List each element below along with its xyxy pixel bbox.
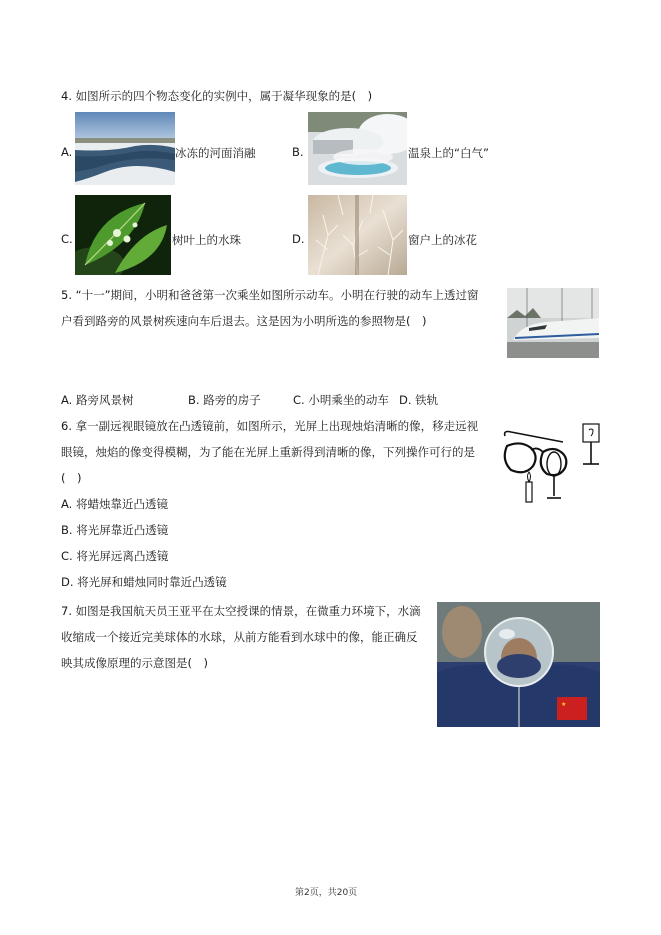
q7-stem-line2: 收缩成一个接近完美球体的水球，从前方能看到水球中的像，能正确反	[61, 630, 418, 644]
q7-stem-line1: 7. 如图是我国航天员王亚平在太空授课的情景，在微重力环境下，水滴	[61, 604, 421, 618]
q6-option-c: C. 将光屏远离凸透镜	[61, 549, 169, 563]
window-frost-image	[308, 195, 407, 275]
q5-option-c: C. 小明乘坐的动车	[293, 393, 389, 407]
page-number: 第2页，共20页	[295, 888, 358, 898]
q4-option-b-label: B.	[292, 145, 304, 159]
q6-option-d: D. 将光屏和蜡烛同时靠近凸透镜	[61, 575, 227, 589]
q6-option-b: B. 将光屏靠近凸透镜	[61, 523, 169, 537]
q5-stem-line2: 户看到路旁的风景树疾速向车后退去。这是因为小明所选的参照物是( )	[61, 314, 427, 328]
q4-option-a-text: 冰冻的河面消融	[175, 146, 256, 160]
q5-option-d: D. 铁轨	[399, 393, 439, 407]
q4-option-b-text: 温泉上的“白气”	[408, 146, 489, 160]
q5-option-b: B. 路旁的房子	[188, 393, 261, 407]
q5-option-a: A. 路旁风景树	[61, 393, 134, 407]
q6-option-a: A. 将蜡烛靠近凸透镜	[61, 497, 168, 511]
hot-spring-steam-image	[308, 112, 407, 185]
q4-option-c-text: 树叶上的水珠	[172, 233, 241, 247]
q4-option-c-label: C.	[61, 232, 73, 246]
bullet-train-image	[507, 288, 599, 358]
q4-option-d-label: D.	[292, 232, 305, 246]
q6-stem-line2: 眼镜，烛焰的像变得模糊，为了能在光屏上重新得到清晰的像，下列操作可行的是	[61, 445, 475, 459]
frozen-river-image	[75, 112, 175, 185]
q6-stem-line1: 6. 拿一副远视眼镜放在凸透镜前，如图所示，光屏上出现烛焰清晰的像，移走远视	[61, 419, 479, 433]
leaf-water-droplets-image	[75, 195, 171, 275]
q5-stem-line1: 5. “十一”期间，小明和爸爸第一次乘坐如图所示动车。小明在行驶的动车上透过窗	[61, 288, 479, 302]
q4-stem: 4. 如图所示的四个物态变化的实例中，属于凝华现象的是( )	[61, 89, 373, 103]
q6-stem-line3: ( )	[61, 471, 82, 485]
q4-option-d-text: 窗户上的冰花	[408, 233, 477, 247]
astronaut-water-sphere-image	[437, 602, 600, 727]
q4-option-a-label: A.	[61, 145, 73, 159]
glasses-lens-setup-diagram	[497, 420, 609, 508]
svg-text:★: ★	[561, 701, 567, 708]
q7-stem-line3: 映其成像原理的示意图是( )	[61, 656, 208, 670]
